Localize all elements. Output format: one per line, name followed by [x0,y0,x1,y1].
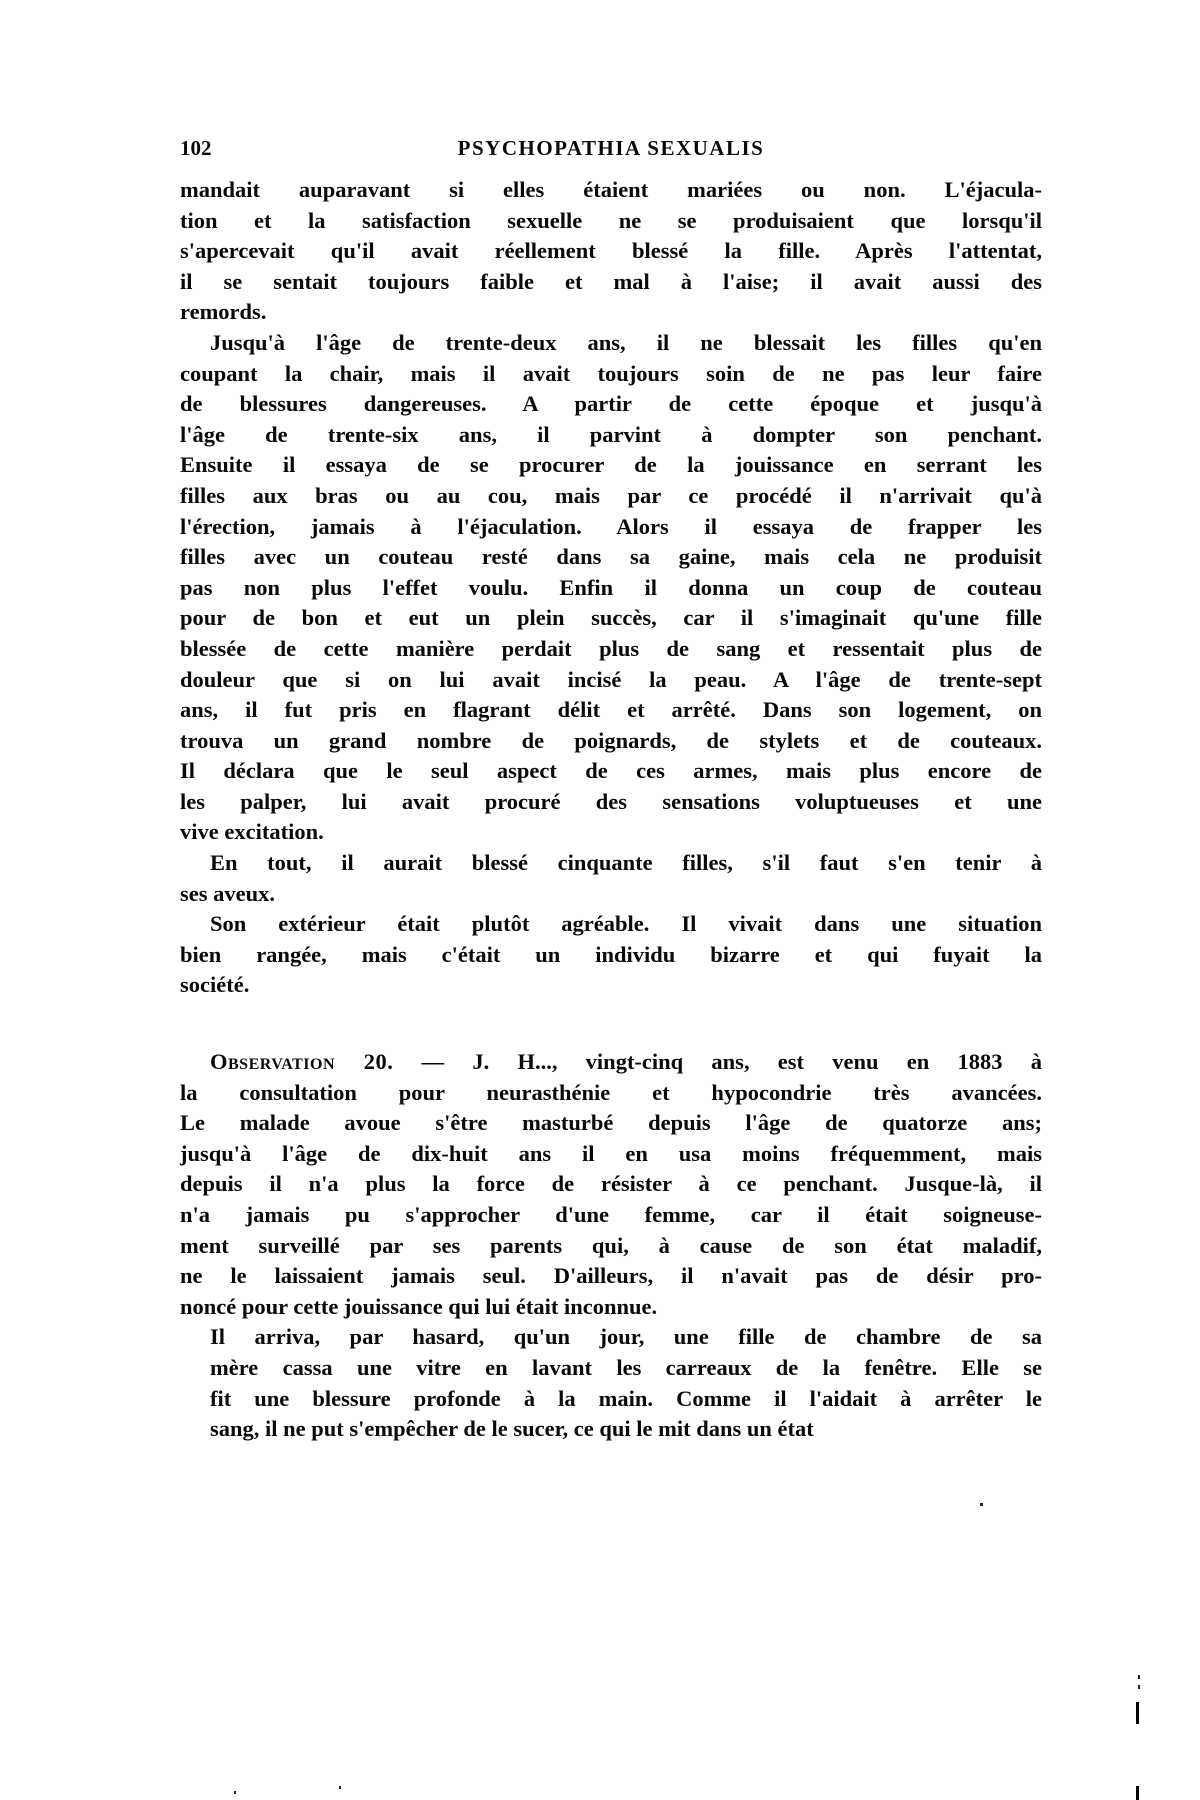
text-line: les palper, lui avait procuré des sensations voluptueuses et une [180,788,1042,814]
section-gap [180,1001,1042,1047]
scan-speck [234,1791,236,1794]
text-line: pour de bon et eut un plein succès, car il s'imaginait qu'une fille [180,605,1042,631]
running-head [180,136,1042,166]
text-line: blessée de cette manière perdait plus de sang et ressentait plus de [180,635,1042,661]
text-line: il se sentait toujours faible et mal à l'aise; il avait aussi des [180,268,1042,294]
page-number: 102 [180,136,212,160]
paragraph [180,328,1042,848]
scan-speck [980,1503,983,1506]
text-line: fit une blessure profonde à la main. Comme il l'aidait à arrêter le [210,1385,1042,1411]
text-line: remords. [180,299,267,325]
observation-20 [180,1047,1042,1445]
paragraph [180,1322,1042,1444]
text-line: trouva un grand nombre de poignards, de stylets et de couteaux. [180,727,1042,753]
observation-heading-paragraph [180,1047,1042,1322]
text-line: tion et la satisfaction sexuelle ne se produisaient que lorsqu'il [180,207,1042,233]
text-line: depuis il n'a plus la force de résister à ce penchant. Jusque-là, il [180,1171,1042,1197]
main-paragraphs [180,175,1042,1001]
text-line: filles avec un couteau resté dans sa gaine, mais cela ne produisit [180,544,1042,570]
text-line: coupant la chair, mais il avait toujours soin de ne pas leur faire [180,360,1042,386]
text-line: ment surveillé par ses parents qui, à cause de son état maladif, [180,1232,1042,1258]
text-line: Son extérieur était plutôt agréable. Il vivait dans une situation [210,911,1042,937]
text-line: Il arriva, par hasard, qu'un jour, une fille de chambre de sa [210,1324,1042,1350]
text-line: de blessures dangereuses. A partir de cette époque et jusqu'à [180,391,1042,417]
text-line: En tout, il aurait blessé cinquante filles, s'il faut s'en tenir à [210,850,1042,876]
observation-first-line [180,1047,1042,1078]
observation-label: Observation 20. [210,1049,394,1075]
text-line: jusqu'à l'âge de dix-huit ans il en usa moins fréquemment, mais [180,1140,1042,1166]
text-line: n'a jamais pu s'approcher d'une femme, car il était soigneuse- [180,1202,1042,1227]
body-text [180,175,1042,1445]
text-line: vive excitation. [180,819,324,845]
scan-speck [339,1786,341,1789]
text-line: mère cassa une vitre en lavant les carreaux de la fenêtre. Elle se [210,1354,1042,1380]
text-line: sang, il ne put s'empêcher de le sucer, ce qui le mit dans un état [210,1416,814,1442]
text-line: l'âge de trente-six ans, il parvint à dompter son penchant. [180,421,1042,447]
text-line: société. [180,972,250,998]
text-line: filles aux bras ou au cou, mais par ce procédé il n'arrivait qu'à [180,482,1042,508]
text-line: ans, il fut pris en flagrant délit et arrêté. Dans son logement, on [180,697,1042,723]
scan-speck [1138,1685,1140,1689]
observation-first-line-text: — J. H..., vingt-cinq ans, est venu en 1883 à [393,1049,1042,1075]
text-line: Jusqu'à l'âge de trente-deux ans, il ne blessait les filles qu'en [210,329,1042,355]
paragraph [180,909,1042,1001]
text-line: ne le laissaient jamais seul. D'ailleurs, il n'avait pas de désir pro- [180,1263,1042,1289]
text-line: ses aveux. [180,880,275,906]
paragraph [180,175,1042,328]
text-line: mandait auparavant si elles étaient mariées ou non. L'éjacula- [180,177,1042,202]
text-line: l'érection, jamais à l'éjaculation. Alors il essaya de frapper les [180,513,1042,539]
text-line: noncé pour cette jouissance qui lui était inconnue. [180,1293,658,1319]
text-line: Il déclara que le seul aspect de ces armes, mais plus encore de [180,758,1042,784]
paragraph [180,848,1042,909]
text-line: pas non plus l'effet voulu. Enfin il donna un coup de couteau [180,574,1042,600]
text-line: s'apercevait qu'il avait réellement blessé la fille. Après l'attentat, [180,238,1042,264]
text-line: Le malade avoue s'être masturbé depuis l'âge de quatorze ans; [180,1110,1042,1136]
running-title: PSYCHOPATHIA SEXUALIS [457,136,765,160]
scan-margin-mark [1136,1702,1139,1724]
text-line: douleur que si on lui avait incisé la peau. A l'âge de trente-sept [180,666,1042,692]
scan-speck [1138,1675,1140,1679]
text-line: Ensuite il essaya de se procurer de la jouissance en serrant les [180,452,1042,478]
text-line: bien rangée, mais c'était un individu bizarre et qui fuyait la [180,941,1042,967]
text-line: la consultation pour neurasthénie et hypocondrie très avancées. [180,1079,1042,1105]
scan-margin-mark [1136,1786,1139,1800]
